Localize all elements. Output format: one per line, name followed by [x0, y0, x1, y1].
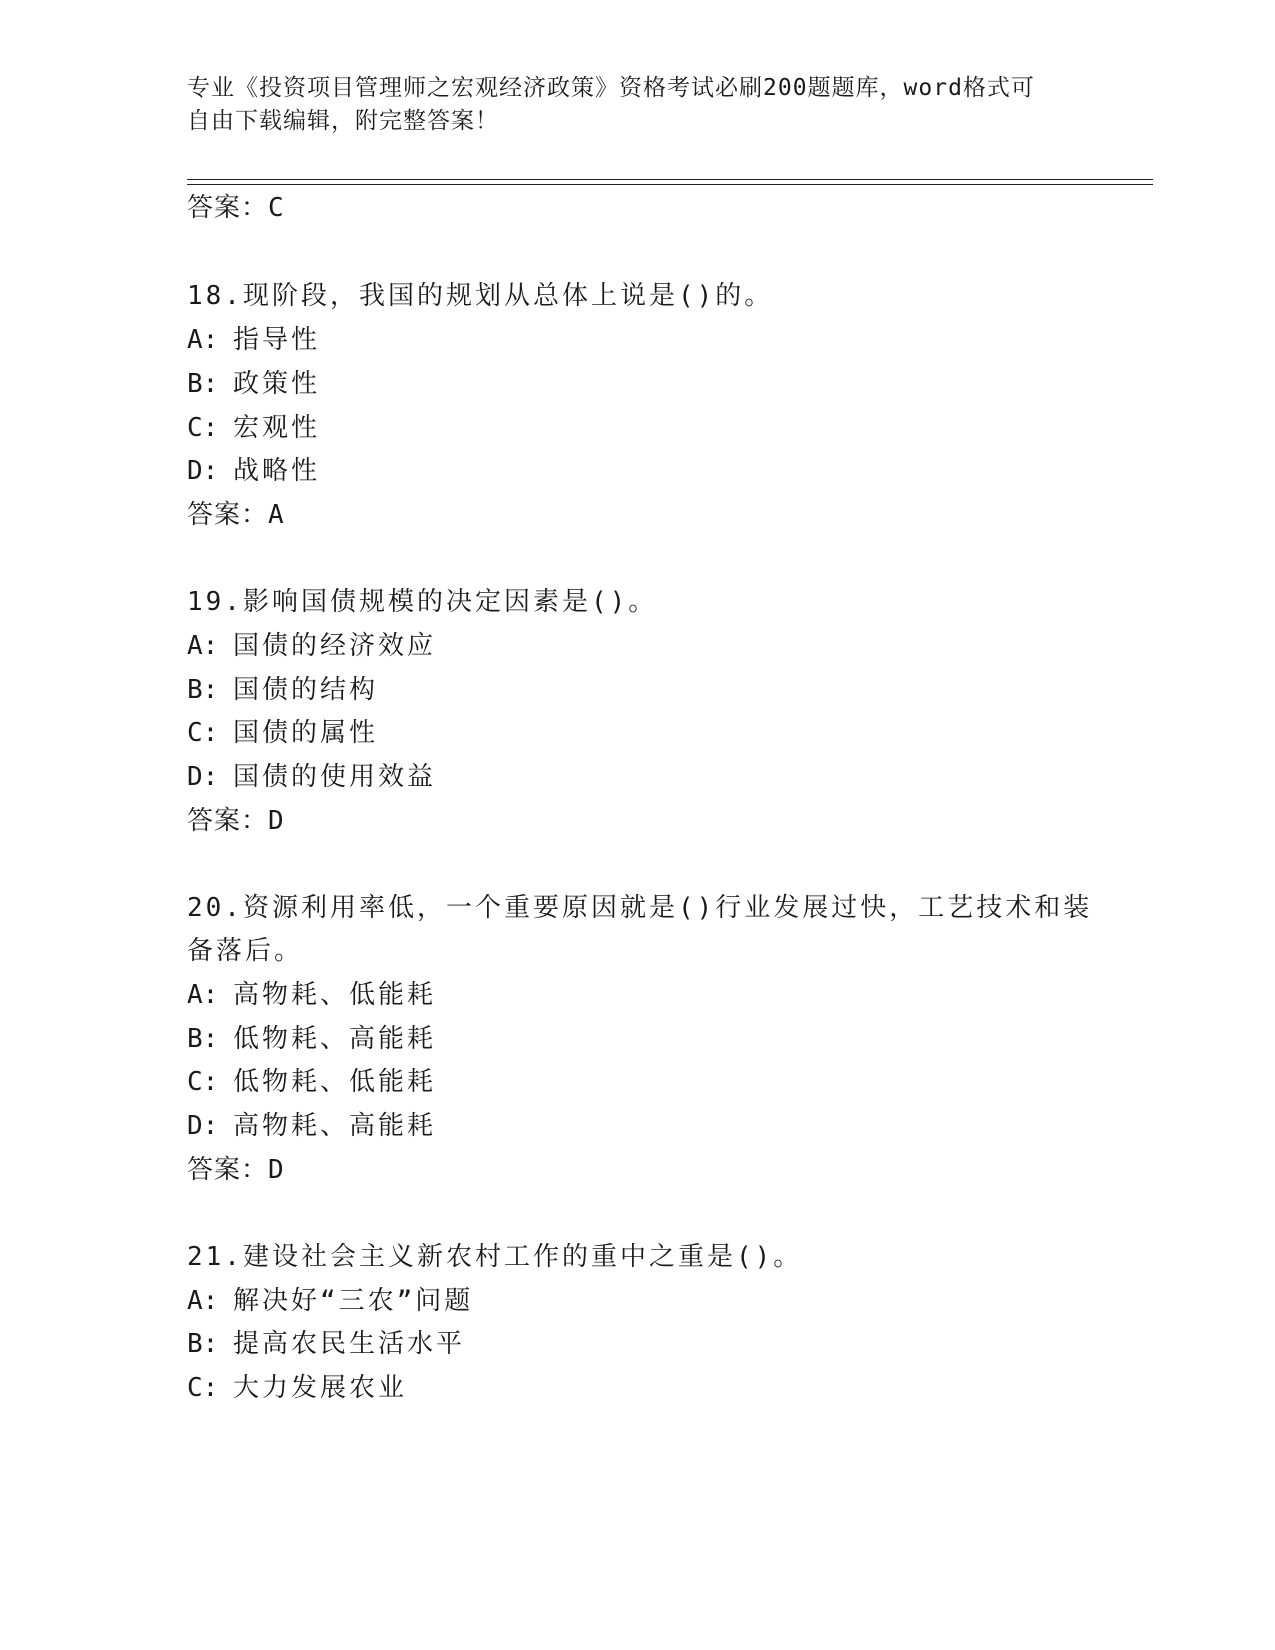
answer-label: 答案： — [187, 806, 269, 836]
option-letter: C: — [187, 1067, 219, 1097]
option-letter: A: — [187, 325, 219, 355]
answer-label: 答案： — [187, 1155, 269, 1185]
option-text: 政策性 — [233, 369, 321, 399]
answer-line — [187, 499, 284, 531]
question-stem: 21.建设社会主义新农村工作的重中之重是()。 — [187, 1242, 803, 1272]
answer-label: 答案： — [187, 193, 269, 223]
option-letter: A: — [187, 631, 219, 661]
option-letter: C: — [187, 718, 219, 748]
option-text: 宏观性 — [233, 413, 321, 443]
option-letter: C: — [187, 413, 219, 443]
option-letter: A: — [187, 980, 219, 1010]
answer-line — [187, 805, 284, 837]
option-text: 高物耗、高能耗 — [233, 1111, 437, 1141]
option-text: 提高农民生活水平 — [233, 1329, 466, 1359]
header-rule-bottom — [187, 184, 1153, 185]
option-letter: D: — [187, 1111, 219, 1141]
option-text: 国债的属性 — [233, 718, 379, 748]
option-text: 解决好“三农”问题 — [233, 1286, 474, 1316]
header-rule-top — [187, 179, 1153, 180]
option-text: 国债的经济效应 — [233, 631, 437, 661]
option-b — [187, 368, 320, 400]
option-text: 指导性 — [233, 325, 321, 355]
option-letter: D: — [187, 456, 219, 486]
option-b — [187, 674, 378, 706]
option-letter: D: — [187, 762, 219, 792]
option-text: 低物耗、低能耗 — [233, 1067, 437, 1097]
option-b — [187, 1023, 436, 1055]
option-letter: B: — [187, 1329, 219, 1359]
option-a — [187, 630, 436, 662]
option-text: 高物耗、低能耗 — [233, 980, 437, 1010]
answer-label: 答案： — [187, 500, 269, 530]
header-line-2: 自由下载编辑，附完整答案！ — [187, 108, 499, 134]
option-c — [187, 717, 378, 749]
option-letter: B: — [187, 1024, 219, 1054]
option-letter: B: — [187, 369, 219, 399]
option-c — [187, 1066, 436, 1098]
option-d — [187, 1110, 436, 1142]
option-letter: A: — [187, 1286, 219, 1316]
answer-value: D — [268, 806, 284, 836]
option-a — [187, 1285, 473, 1317]
option-b — [187, 1328, 465, 1360]
answer-line — [187, 192, 284, 224]
question-stem: 18.现阶段，我国的规划从总体上说是()的。 — [187, 281, 774, 311]
question-stem: 20.资源利用率低，一个重要原因就是()行业发展过快，工艺技术和装 — [187, 893, 1093, 923]
option-text: 大力发展农业 — [233, 1373, 408, 1403]
option-letter: C: — [187, 1373, 219, 1403]
header-line-1: 专业《投资项目管理师之宏观经济政策》资格考试必刷200题题库，word格式可 — [187, 75, 1035, 101]
option-text: 低物耗、高能耗 — [233, 1024, 437, 1054]
option-text: 国债的结构 — [233, 675, 379, 705]
answer-value: D — [268, 1155, 284, 1185]
answer-line — [187, 1154, 284, 1186]
option-text: 战略性 — [233, 456, 321, 486]
answer-value: A — [268, 500, 284, 530]
option-a — [187, 324, 320, 356]
option-text: 国债的使用效益 — [233, 762, 437, 792]
option-d — [187, 455, 320, 487]
question-stem: 19.影响国债规模的决定因素是()。 — [187, 587, 658, 617]
question-stem-continued: 备落后。 — [187, 936, 304, 966]
option-c — [187, 1372, 407, 1404]
option-a — [187, 979, 436, 1011]
answer-value: C — [268, 193, 284, 223]
option-c — [187, 412, 320, 444]
option-letter: B: — [187, 675, 219, 705]
option-d — [187, 761, 436, 793]
document-header — [187, 72, 1067, 138]
